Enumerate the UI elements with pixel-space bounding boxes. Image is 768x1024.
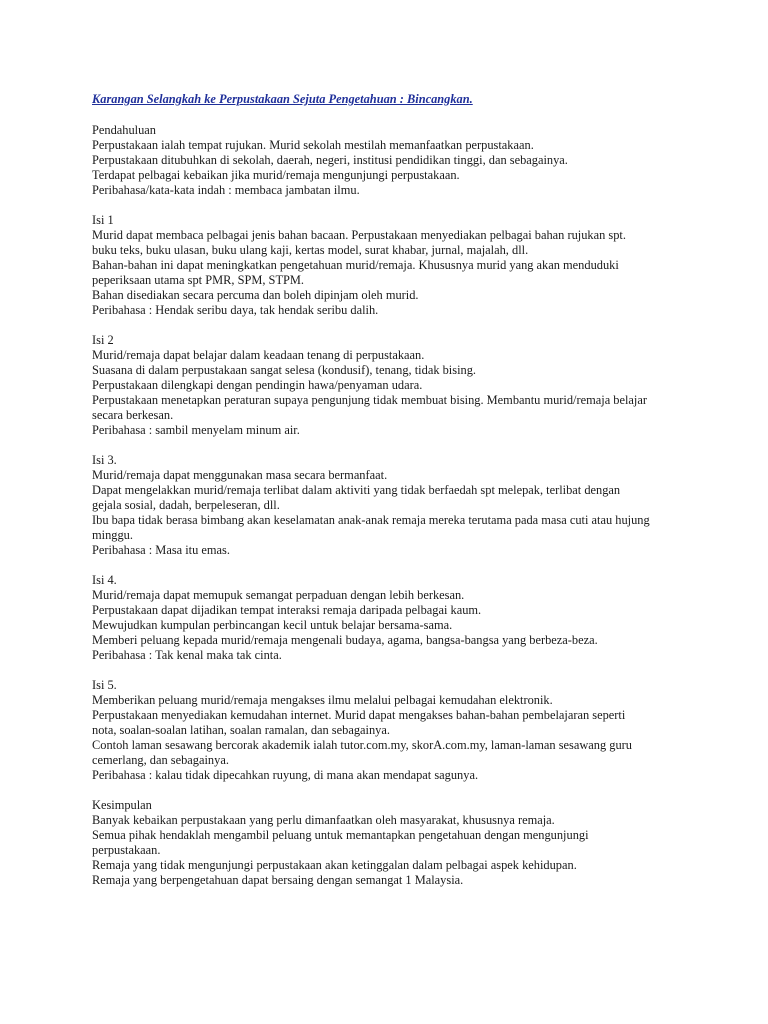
text-line: Peribahasa : sambil menyelam minum air. bbox=[92, 423, 300, 437]
text-line: Remaja yang berpengetahuan dapat bersaing dengan semangat 1 Malaysia. bbox=[92, 873, 464, 887]
text-line: Memberi peluang kepada murid/remaja mengenali budaya, agama, bangsa-bangsa yang berbeza-beza. bbox=[92, 633, 598, 647]
text-line: Perpustakaan menyediakan kemudahan internet. Murid dapat mengakses bahan-bahan pembelajaran seperti bbox=[92, 708, 626, 722]
text-line: Contoh laman sesawang bercorak akademik ialah tutor.com.my, skorA.com.my, laman-laman sesawang guru bbox=[92, 738, 632, 752]
text-line: buku teks, buku ulasan, buku ulang kaji, kertas model, surat khabar, jurnal, majalah, dll. bbox=[92, 243, 529, 257]
text-line: perpustakaan. bbox=[92, 843, 161, 857]
section-heading: Pendahuluan bbox=[92, 123, 157, 137]
section bbox=[92, 123, 692, 198]
text-line: Mewujudkan kumpulan perbincangan kecil untuk belajar bersama-sama. bbox=[92, 618, 453, 632]
text-line: Murid/remaja dapat menggunakan masa secara bermanfaat. bbox=[92, 468, 388, 482]
text-line: secara berkesan. bbox=[92, 408, 174, 422]
text-line: nota, soalan-soalan latihan, soalan ramalan, dan sebagainya. bbox=[92, 723, 390, 737]
text-line: Peribahasa : Masa itu emas. bbox=[92, 543, 230, 557]
text-line: Peribahasa : kalau tidak dipecahkan ruyung, di mana akan mendapat sagunya. bbox=[92, 768, 479, 782]
text-line: Perpustakaan dilengkapi dengan pendingin hawa/penyaman udara. bbox=[92, 378, 423, 392]
text-line: Banyak kebaikan perpustakaan yang perlu dimanfaatkan oleh masyarakat, khususnya remaja. bbox=[92, 813, 555, 827]
document-title: Karangan Selangkah ke Perpustakaan Sejuta Pengetahuan : Bincangkan. bbox=[92, 92, 473, 106]
section-heading: Isi 4. bbox=[92, 573, 117, 587]
text-line: Peribahasa/kata-kata indah : membaca jambatan ilmu. bbox=[92, 183, 360, 197]
text-line: minggu. bbox=[92, 528, 133, 542]
text-line: Suasana di dalam perpustakaan sangat selesa (kondusif), tenang, tidak bising. bbox=[92, 363, 477, 377]
document-page bbox=[92, 92, 692, 903]
text-line: cemerlang, dan sebagainya. bbox=[92, 753, 229, 767]
text-line: Remaja yang tidak mengunjungi perpustakaan akan ketinggalan dalam pelbagai aspek kehidupan. bbox=[92, 858, 577, 872]
section bbox=[92, 573, 692, 663]
text-line: Bahan disediakan secara percuma dan boleh dipinjam oleh murid. bbox=[92, 288, 419, 302]
text-line: Perpustakaan ialah tempat rujukan. Murid sekolah mestilah memanfaatkan perpustakaan. bbox=[92, 138, 534, 152]
text-line: Murid dapat membaca pelbagai jenis bahan bacaan. Perpustakaan menyediakan pelbagai bahan rujukan spt. bbox=[92, 228, 626, 242]
text-line: Perpustakaan ditubuhkan di sekolah, daerah, negeri, institusi pendidikan tinggi, dan sebagainya. bbox=[92, 153, 568, 167]
text-line: Ibu bapa tidak berasa bimbang akan keselamatan anak-anak remaja mereka terutama pada masa cuti atau hujung bbox=[92, 513, 650, 527]
text-line: Terdapat pelbagai kebaikan jika murid/remaja mengunjungi perpustakaan. bbox=[92, 168, 460, 182]
section-heading: Kesimpulan bbox=[92, 798, 152, 812]
text-line: Peribahasa : Tak kenal maka tak cinta. bbox=[92, 648, 282, 662]
text-line: gejala sosial, dadah, berpeleseran, dll. bbox=[92, 498, 280, 512]
text-line: Semua pihak hendaklah mengambil peluang untuk memantapkan pengetahuan dengan mengunjungi bbox=[92, 828, 589, 842]
section-heading: Isi 5. bbox=[92, 678, 117, 692]
section bbox=[92, 453, 692, 558]
section-heading: Isi 2 bbox=[92, 333, 114, 347]
text-line: peperiksaan utama spt PMR, SPM, STPM. bbox=[92, 273, 305, 287]
text-line: Murid/remaja dapat belajar dalam keadaan tenang di perpustakaan. bbox=[92, 348, 425, 362]
document-body bbox=[92, 123, 692, 888]
section bbox=[92, 678, 692, 783]
text-line: Dapat mengelakkan murid/remaja terlibat dalam aktiviti yang tidak berfaedah spt melepak, terlibat dengan bbox=[92, 483, 621, 497]
text-line: Bahan-bahan ini dapat meningkatkan pengetahuan murid/remaja. Khususnya murid yang akan menduduki bbox=[92, 258, 619, 272]
text-line: Peribahasa : Hendak seribu daya, tak hendak seribu dalih. bbox=[92, 303, 379, 317]
section-heading: Isi 1 bbox=[92, 213, 114, 227]
text-line: Perpustakaan menetapkan peraturan supaya pengunjung tidak membuat bising. Membantu murid/remaja belajar bbox=[92, 393, 647, 407]
text-line: Perpustakaan dapat dijadikan tempat interaksi remaja daripada pelbagai kaum. bbox=[92, 603, 482, 617]
section bbox=[92, 798, 692, 888]
section bbox=[92, 213, 692, 318]
text-line: Memberikan peluang murid/remaja mengakses ilmu melalui pelbagai kemudahan elektronik. bbox=[92, 693, 553, 707]
section bbox=[92, 333, 692, 438]
section-heading: Isi 3. bbox=[92, 453, 117, 467]
text-line: Murid/remaja dapat memupuk semangat perpaduan dengan lebih berkesan. bbox=[92, 588, 465, 602]
